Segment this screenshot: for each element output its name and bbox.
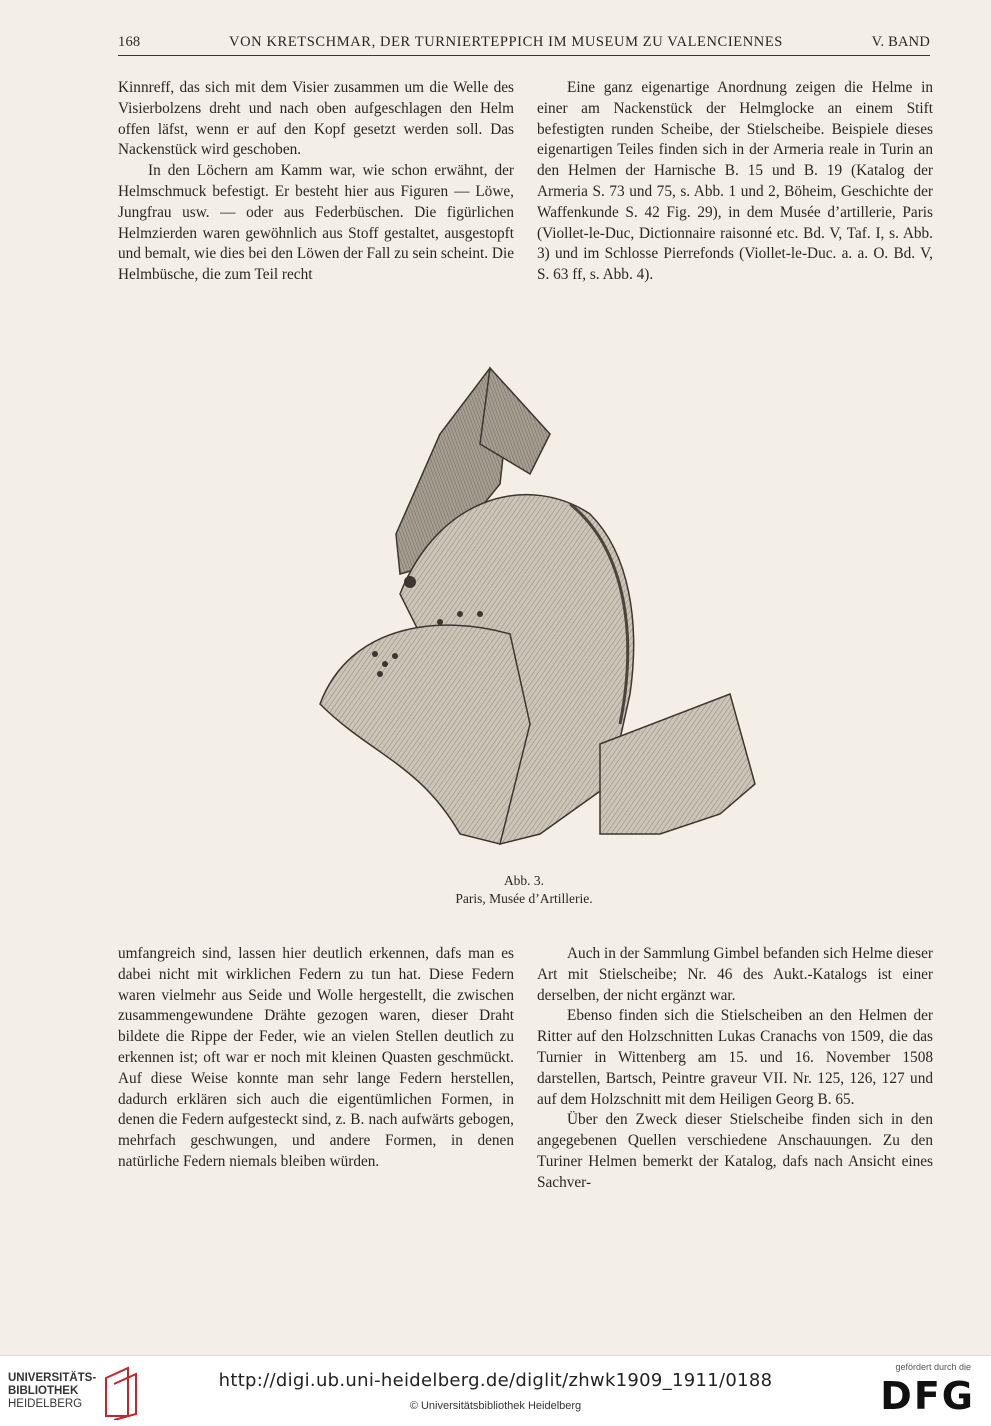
volume-label: V. BAND [871,34,930,50]
permalink-url[interactable]: http://digi.ub.uni-heidelberg.de/diglit/zhwk1909_1911/0188 [218,1370,773,1391]
paragraph: Kinnreff, das sich mit dem Visier zusammen um die Welle des Visierbolzens dreht und nach oben aufgeschlagen den Helm offen läfst, wenn er auf den Kopf gesetzt werden soll. Das Nackenstück wird geschoben. [118,79,514,159]
column-right-top [537,78,933,286]
running-title: VON KRETSCHMAR, DER TURNIERTEPPICH IM MUSEUM ZU VALENCIENNES [229,34,783,50]
column-left-top [118,78,514,286]
copyright-notice: © Universitätsbibliothek Heidelberg [409,1400,582,1412]
paragraph: Über den Zweck dieser Stielscheibe finden sich in den angegebenen Quellen verschiedene Anschauungen. Zu den Turiner Helmen bemerkt der Katalog, dafs nach Ansicht eines Sachver- [537,1111,933,1191]
column-left-bottom [118,944,514,1173]
helmet-illustration [300,364,760,864]
paragraph: Eine ganz eigenartige Anordnung zeigen die Helme in einer am Nackenstück der Helmglocke an einem Stift befestigten runden Scheibe, der Stielscheibe. Beispiele dieses eigenartigen Teiles finden sich in der Armeria reale in Turin an den Helmen der Harnische B. 15 und B. 19 (Katalog der Armeria S. 73 und 75, s. Abb. 1 und 2, Böheim, Geschichte der Waffenkunde S. 42 Fig. 29), in dem Musée d’artillerie, Paris (Viollet-le-Duc, Dictionnaire raisonné etc. Bd. V, Taf. I, s. Abb. 3) und im Schlosse Pierrefonds (Viollet-le-Duc. a. a. O. Bd. V, S. 63 ff, s. Abb. 4). [537,79,933,284]
running-header [118,34,930,56]
digitization-footer [0,1355,991,1426]
figure-label: Abb. 3. [503,873,545,888]
funding-label: gefördert durch die [895,1362,971,1372]
paragraph: In den Löchern am Kamm war, wie schon erwähnt, der Helmschmuck befestigt. Er besteht hier aus Figuren — Löwe, Jungfrau usw. — oder aus Federbüschen. Die figürlichen Helmzierden waren gewöhnlich aus Stoff gestaltet, ausgestopft und bemalt, wie dies bei den Löwen der Fall zu sein scheint. Die Helmbüsche, die zum Teil recht [118,162,514,284]
paragraph: Auch in der Sammlung Gimbel befanden sich Helme dieser Art mit Stielscheibe; Nr. 46 des Aukt.-Katalogs ist einer derselben, der nicht ergänzt war. [537,945,933,1004]
figure-caption: Paris, Musée d’Artillerie. [455,891,593,906]
page-number: 168 [118,34,141,50]
paragraph: umfangreich sind, lassen hier deutlich erkennen, dafs man es dabei nicht mit wirklichen Federn zu tun hat. Diese Federn waren vielmehr aus Seide und Wolle hergestellt, die zwischen zusammengewundene Drähte gezogen waren, dieser Draht bildete die Rippe der Feder, wie an vielen Stellen deutlich zu erkennen ist; oft war er noch mit kleinen Quasten geschmückt. Auf diese Weise konnte man sehr lange Federn herstellen, dadurch erklären sich auch die eigentümlichen Formen, in denen die Federn aufgesteckt sind, z. B. nach aufwärts gebogen, mehrfach geschwungen, und andere Formen, in denen natürliche Federn niemals bleiben würden. [118,945,514,1170]
library-logo[interactable]: UNIVERSITÄTS- BIBLIOTHEK HEIDELBERG [8,1372,97,1410]
paragraph: Ebenso finden sich die Stielscheiben an den Helmen der Ritter auf den Holzschnitten Lukas Cranachs von 1509, die das Turnier in Wittenberg am 15. und 16. November 1508 darstellen, Bartsch, Peintre graveur VII. Nr. 125, 126, 127 und auf dem Holzschnitt mit dem Heiligen Georg B. 65. [537,1007,933,1108]
dfg-logo[interactable]: DFG [880,1374,975,1418]
helmet-bevor [320,625,530,844]
column-right-bottom [537,944,933,1194]
